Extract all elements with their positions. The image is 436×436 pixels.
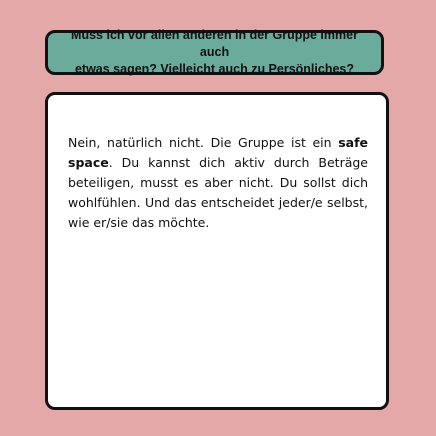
answer-text	[68, 133, 368, 233]
question-text	[56, 27, 373, 78]
answer-card	[45, 92, 389, 410]
question-line-1: Muss ich vor allen anderen in der Gruppe immer auch	[71, 28, 358, 59]
answer-part-2: . Du kannst dich aktiv durch Beträge beteiligen, musst es aber nicht. Du sollst dich wohlfühlen. Und das entscheidet jeder/e selbst, wie er/sie das möchte.	[68, 155, 368, 230]
question-line-2: etwas sagen? Vielleicht auch zu Persönliches?	[74, 62, 355, 76]
answer-part-1: Nein, natürlich nicht. Die Gruppe ist ein	[68, 135, 339, 150]
question-card	[45, 30, 384, 75]
answer-emphasis: safe space	[68, 135, 368, 170]
